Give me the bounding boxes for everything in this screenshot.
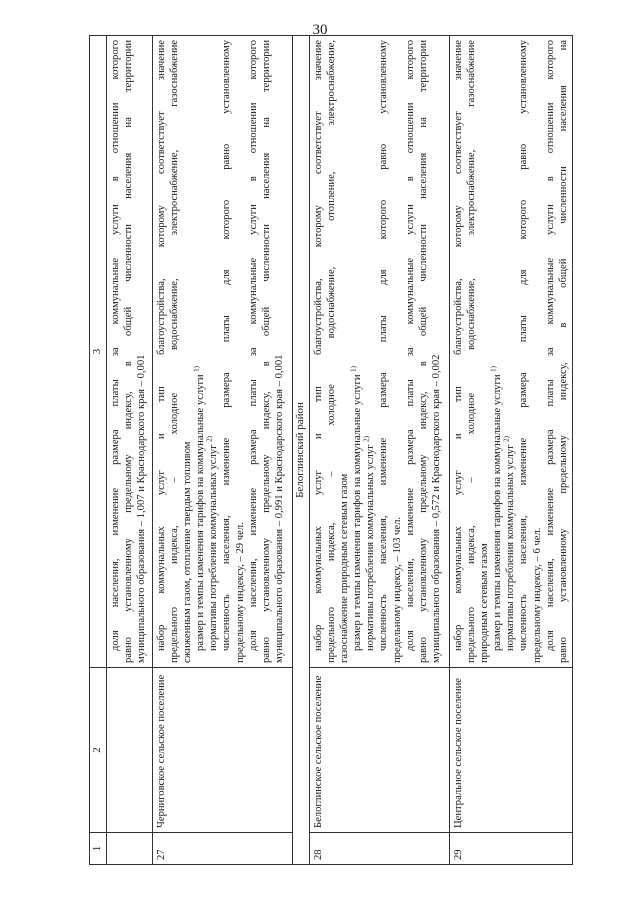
- text-line: [504, 40, 517, 663]
- table-row: [153, 36, 293, 865]
- text-line: [491, 40, 504, 663]
- text-line: газоснабжение природным сетевым газом: [339, 473, 351, 663]
- text-line: равно установленному предельному индексу, в общей численности населения на территории: [123, 40, 135, 663]
- text-line-content: размер и темпы изменения тарифов на коммунальные услуги: [492, 374, 504, 651]
- text-line-content: нормативы потребления коммунальных услуг: [208, 444, 220, 651]
- cont-text: [107, 36, 153, 668]
- municipality-name: Белоглинское сельское поселение: [310, 668, 450, 833]
- footnote-1: 1): [349, 366, 358, 372]
- municipality-name: Центральное сельское поселение: [450, 668, 573, 833]
- text-line: доля населения, изменение размера платы за коммунальные услуги в отношении которого: [544, 40, 556, 651]
- text-line: равно установленному предельному индексу, в общей численности населения на территории: [260, 40, 272, 663]
- text-line: набор коммунальных услуг и тип благоустройства, которому соответствует значение: [156, 40, 167, 651]
- text-line: набор коммунальных услуг и тип благоустройства, которому соответствует значение: [453, 40, 464, 651]
- text-line: [207, 40, 220, 663]
- row-text: [450, 36, 573, 668]
- header-col-3: 3: [90, 36, 107, 668]
- text-line: [194, 40, 207, 663]
- footnote-2: 2): [502, 436, 511, 442]
- row-text: [310, 36, 450, 668]
- data-table: [89, 35, 573, 865]
- row-text: [153, 36, 293, 668]
- text-line: предельного индекса, – холодное водоснабжение, электроснабжение, газоснабжение: [466, 40, 478, 663]
- footnote-1: 1): [489, 366, 498, 372]
- section-title: Белоглинский район: [293, 36, 310, 865]
- row-number: 28: [310, 833, 450, 865]
- text-line: предельного индекса, – холодное водоснабжение, отопление, электроснабжение,: [326, 40, 338, 663]
- footnote-2: 2): [362, 436, 371, 442]
- text-line-content: нормативы потребления коммунальных услуг: [505, 444, 517, 651]
- table-header-row: [90, 36, 107, 865]
- text-line-content: размер и темпы изменения тарифов на коммунальные услуги: [352, 374, 364, 651]
- text-line: природным сетевым газом: [479, 543, 491, 663]
- municipality-name: Черниговское сельское поселение: [153, 668, 293, 833]
- text-line: доля населения, изменение размера платы за коммунальные услуги в отношении которого: [110, 40, 121, 651]
- footnote-1: 1): [192, 366, 201, 372]
- footnote-2: 2): [205, 436, 214, 442]
- text-line: муниципального образования – 1,007 и Краснодарского края – 0,001: [136, 354, 148, 663]
- text-line: предельному индексу, – 29 чел.: [234, 522, 246, 663]
- text-line: численность населения, изменение размера платы для которого равно установленному: [518, 40, 530, 651]
- text-line-content: размер и темпы изменения тарифов на коммунальные услуги: [195, 374, 207, 651]
- text-line: муниципального образования – 0,991 и Краснодарского края – 0,001: [273, 354, 285, 663]
- text-line: предельного индекса, – холодное водоснабжение, электроснабжение, газоснабжение: [169, 40, 181, 663]
- section-row: [293, 36, 310, 865]
- cont-name: [107, 668, 153, 833]
- rotated-table-container: [89, 35, 569, 865]
- text-line: муниципального образования – 0,572 и Краснодарского края – 0,002: [430, 354, 442, 663]
- text-line: предельному индексу, – 103 чел.: [391, 516, 403, 663]
- table-row: [450, 36, 573, 865]
- header-col-2: 2: [90, 668, 107, 833]
- continuation-row: [107, 36, 153, 865]
- text-line: доля населения, изменение размера платы за коммунальные услуги в отношении которого: [404, 40, 416, 651]
- text-line: набор коммунальных услуг и тип благоустройства, которому соответствует значение: [313, 40, 324, 651]
- text-line: численность населения, изменение размера платы для которого равно установленному: [221, 40, 233, 651]
- text-line: численность населения, изменение размера платы для которого равно установленному: [378, 40, 390, 651]
- table-row: [310, 36, 450, 865]
- row-number: 29: [450, 833, 573, 865]
- page-number: 30: [312, 22, 328, 38]
- cont-num: [107, 833, 153, 865]
- text-line-content: нормативы потребления коммунальных услуг: [365, 444, 377, 651]
- text-line: [364, 40, 377, 663]
- text-line: доля населения, изменение размера платы за коммунальные услуги в отношении которого: [247, 40, 259, 651]
- text-line: [351, 40, 364, 663]
- text-line: предельному индексу, – 6 чел.: [531, 527, 543, 663]
- row-number: 27: [153, 833, 293, 865]
- text-line: сжиженным газом, отопление твердым топливом: [182, 441, 194, 663]
- header-col-1: 1: [90, 833, 107, 865]
- text-line: равно установленному предельному индексу, в общей численности населения на территории: [417, 40, 429, 663]
- text-line: равно установленному предельному индексу, в общей численности населения на: [557, 40, 569, 663]
